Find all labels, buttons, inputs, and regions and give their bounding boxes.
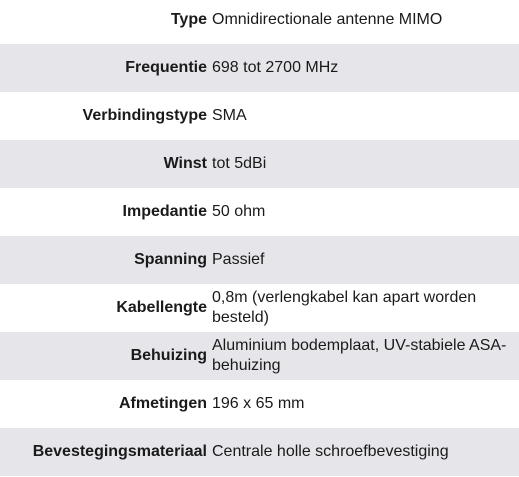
spec-value: 698 tot 2700 MHz bbox=[212, 59, 339, 76]
spec-row-impedantie bbox=[0, 188, 519, 236]
spec-label: Behuizing bbox=[130, 347, 207, 364]
spec-label: Kabellengte bbox=[116, 299, 207, 316]
spec-value: 0,8m (verlengkabel kan apart worden besteld) bbox=[212, 289, 477, 326]
spec-value: Centrale holle schroefbevestiging bbox=[212, 443, 449, 460]
spec-label: Impedantie bbox=[122, 203, 207, 220]
spec-value: tot 5dBi bbox=[212, 155, 267, 172]
spec-value: Aluminium bodemplaat, UV-stabiele ASA-behuizing bbox=[212, 337, 507, 374]
spec-label: Winst bbox=[163, 155, 207, 172]
spec-row-spanning bbox=[0, 236, 519, 284]
spec-label: Type bbox=[170, 11, 207, 28]
spec-row-behuizing bbox=[0, 332, 519, 380]
spec-value: Passief bbox=[212, 251, 265, 268]
spec-row-bevestegingsmateriaal bbox=[0, 428, 519, 476]
spec-label: Afmetingen bbox=[119, 395, 207, 412]
spec-row-type bbox=[0, 0, 519, 44]
spec-value: SMA bbox=[212, 107, 247, 124]
spec-label: Bevestegingsmateriaal bbox=[32, 443, 207, 460]
spec-label: Spanning bbox=[134, 251, 207, 268]
spec-label: Verbindingstype bbox=[82, 107, 207, 124]
spec-value: Omnidirectionale antenne MIMO bbox=[212, 11, 443, 28]
spec-value: 50 ohm bbox=[212, 203, 266, 220]
spec-row-afmetingen bbox=[0, 380, 519, 428]
spec-label: Frequentie bbox=[125, 59, 207, 76]
spec-row-winst bbox=[0, 140, 519, 188]
spec-row-kabellengte bbox=[0, 284, 519, 332]
spec-value: 196 x 65 mm bbox=[212, 395, 305, 412]
spec-row-frequentie bbox=[0, 44, 519, 92]
spec-row-verbindingstype bbox=[0, 92, 519, 140]
